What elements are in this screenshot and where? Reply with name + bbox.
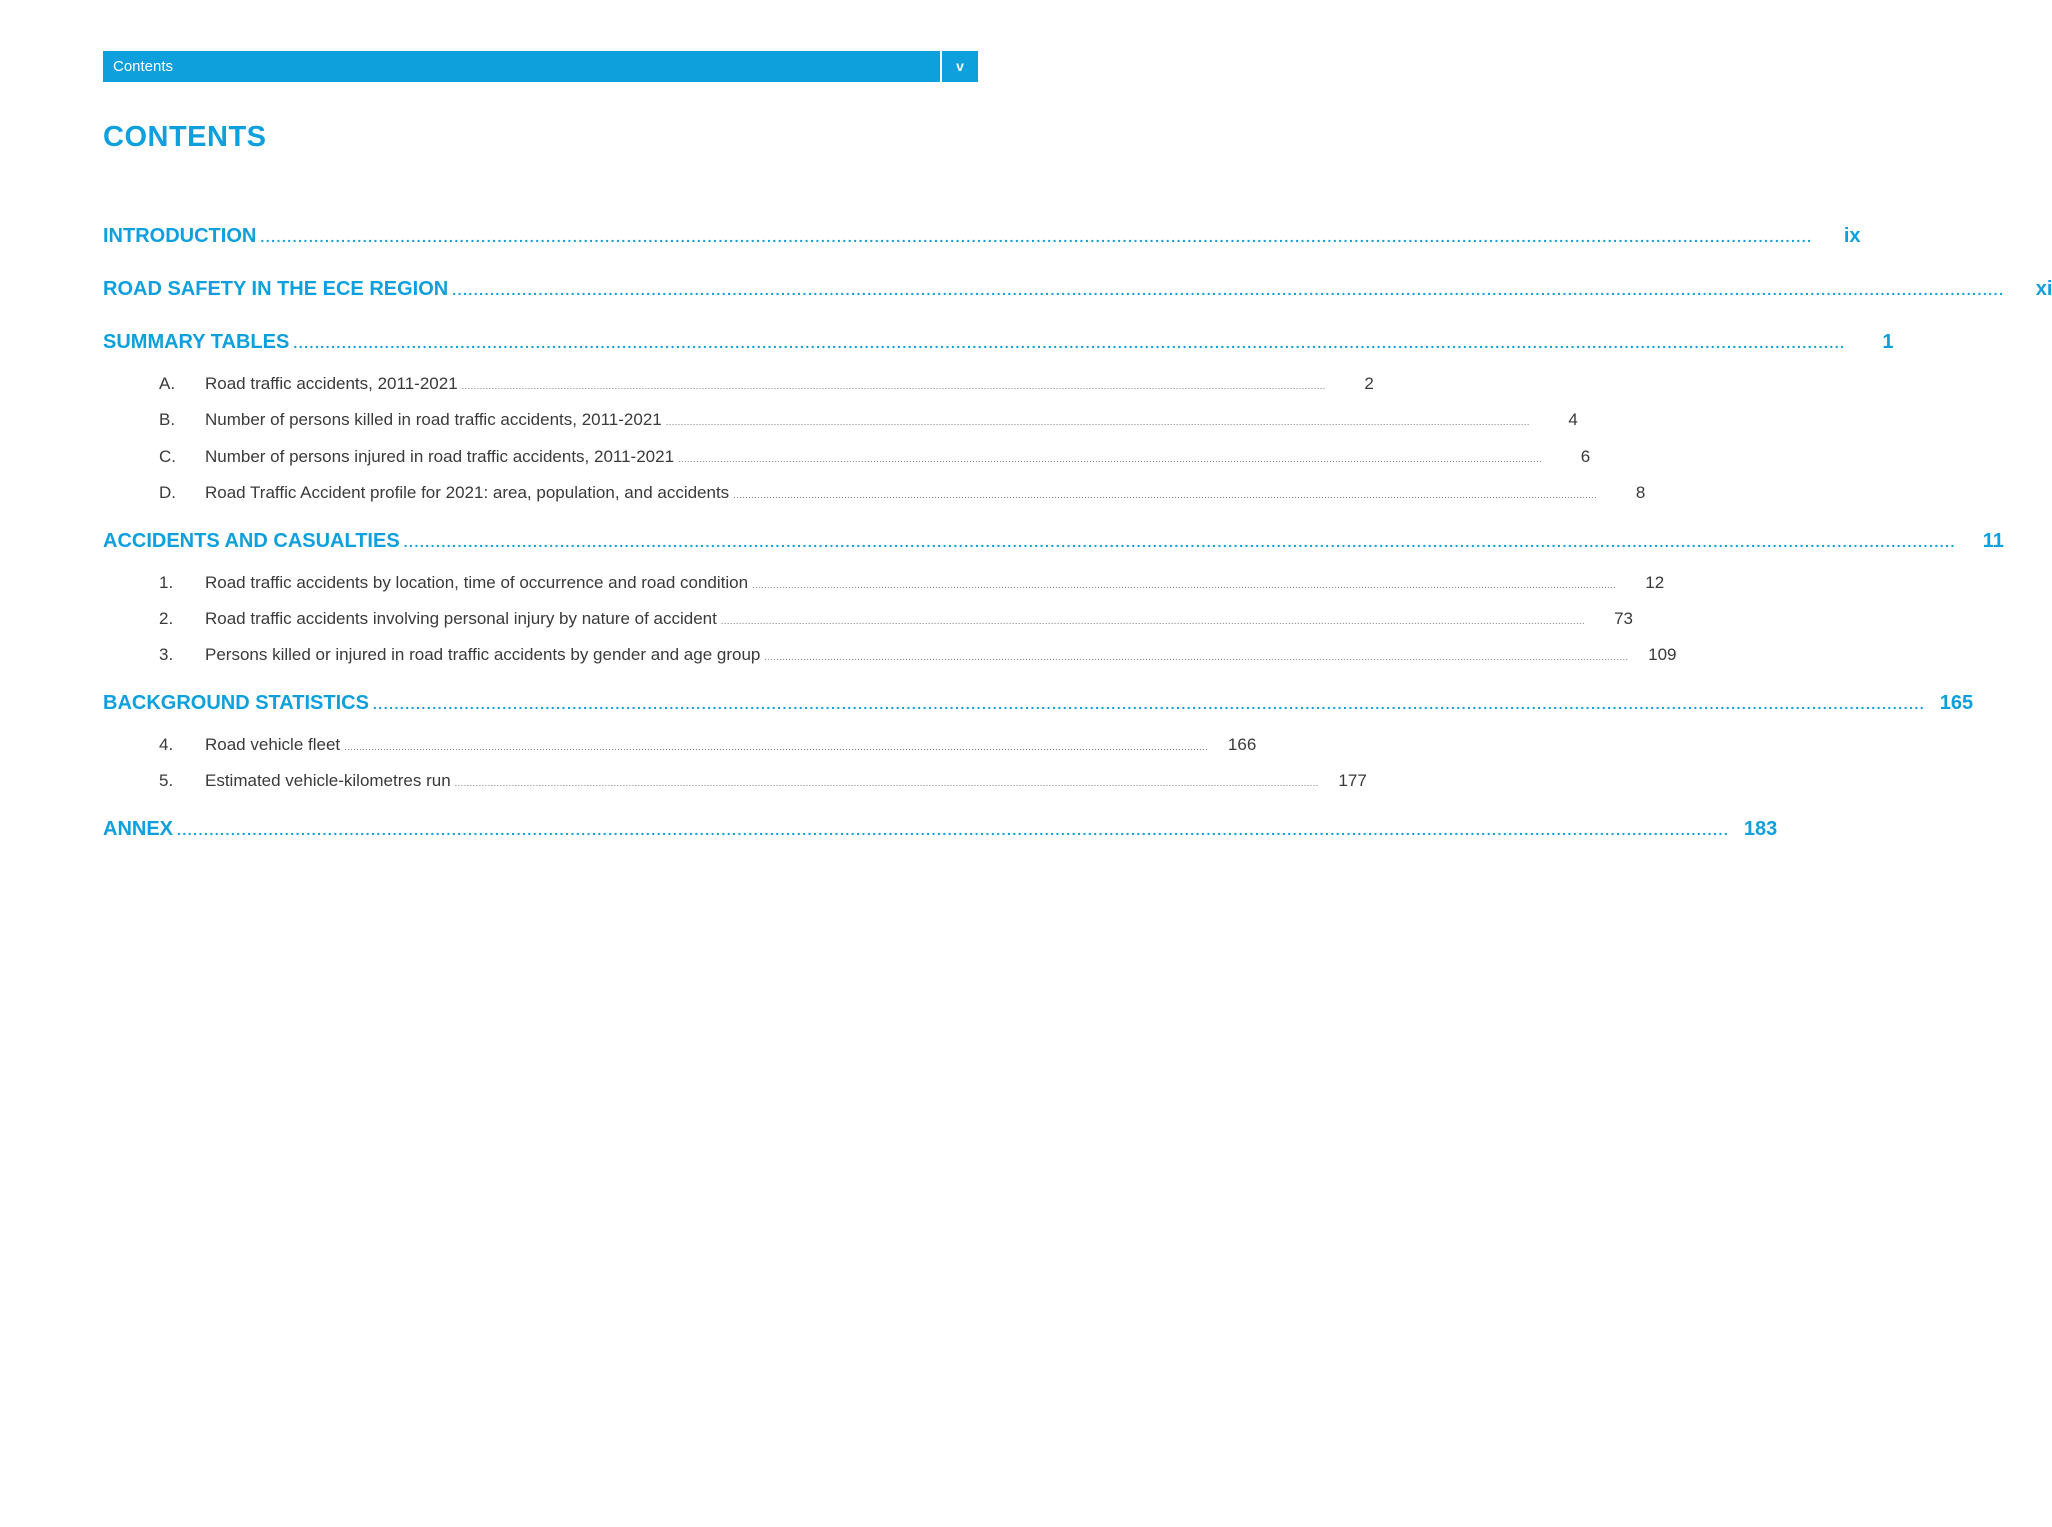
toc-subentry-marker: 5. — [159, 771, 174, 790]
toc-leader-dots: ................................................................................................................................................................................................................................................................................................ — [764, 652, 1629, 662]
toc-leader-dots: ................................................................................................................................................................................................................................................................................................ — [372, 696, 1926, 712]
toc-subentry-marker: D. — [159, 483, 176, 502]
toc-subentry-page: 73 — [1614, 609, 1633, 628]
page-title: CONTENTS — [103, 121, 267, 153]
toc-subentry-label: Persons killed or injured in road traffic accidents by gender and age group — [205, 645, 761, 664]
toc-subentry-c[interactable] — [103, 447, 1591, 467]
toc-subentry-label: Number of persons injured in road traffic accidents, 2011-2021 — [205, 447, 675, 466]
toc-subentry-a[interactable] — [103, 374, 1374, 394]
toc-entry-page: xi — [2035, 278, 2052, 300]
toc-entry-page: 1 — [1882, 331, 1894, 353]
toc-entry-summary-tables[interactable] — [103, 331, 1894, 354]
toc-entry-label: ROAD SAFETY IN THE ECE REGION — [103, 278, 449, 300]
toc-entry-annex[interactable] — [103, 818, 1778, 841]
toc-leader-dots: ................................................................................................................................................................................................................................................................................................ — [260, 229, 1813, 245]
toc-entry-page: 165 — [1939, 692, 1974, 714]
toc-subentry-page: 109 — [1648, 645, 1677, 664]
toc-subentry-4[interactable] — [103, 735, 1257, 755]
toc-entry-label: INTRODUCTION — [103, 225, 257, 247]
toc-subentry-page: 12 — [1645, 573, 1665, 592]
toc-subentry-page: 4 — [1568, 410, 1578, 429]
toc-entry-accidents-and-casualties[interactable] — [103, 530, 2004, 553]
toc-leader-dots: ................................................................................................................................................................................................................................................................................................ — [665, 417, 1530, 427]
toc-leader-dots: ................................................................................................................................................................................................................................................................................................ — [720, 616, 1585, 626]
toc-entry-page: ix — [1843, 225, 1861, 247]
toc-subentry-label: Number of persons killed in road traffic accidents, 2011-2021 — [205, 410, 662, 429]
toc-leader-dots: ................................................................................................................................................................................................................................................................................................ — [177, 822, 1730, 838]
toc-leader-dots: ................................................................................................................................................................................................................................................................................................ — [733, 490, 1598, 500]
toc-subentry-label: Road Traffic Accident profile for 2021: area, population, and accidents — [205, 483, 730, 502]
toc-subentry-page: 6 — [1580, 447, 1591, 466]
toc-entry-page: 183 — [1743, 818, 1778, 840]
toc-leader-dots: ................................................................................................................................................................................................................................................................................................ — [454, 778, 1319, 788]
toc-entry-introduction[interactable] — [103, 225, 1861, 248]
toc-entry-label: ACCIDENTS AND CASUALTIES — [103, 530, 400, 552]
toc-leader-dots: ................................................................................................................................................................................................................................................................................................ — [752, 580, 1617, 590]
toc-leader-dots: ................................................................................................................................................................................................................................................................................................ — [461, 381, 1326, 391]
toc-subentry-page: 177 — [1338, 771, 1367, 790]
toc-subentry-label: Road traffic accidents involving personal injury by nature of accident — [205, 609, 717, 628]
toc-subentry-marker: 2. — [159, 609, 174, 628]
toc-subentry-marker: 4. — [159, 735, 174, 754]
toc-subentry-marker: 3. — [159, 645, 174, 664]
toc-leader-dots: ................................................................................................................................................................................................................................................................................................ — [678, 454, 1543, 464]
toc-subentry-label: Estimated vehicle-kilometres run — [205, 771, 451, 790]
toc-entry-label: ANNEX — [103, 818, 174, 840]
running-header — [103, 51, 978, 82]
toc-subentry-1[interactable] — [103, 573, 1665, 593]
header-section-label: Contents — [113, 58, 174, 75]
toc-subentry-3[interactable] — [103, 645, 1677, 665]
toc-subentry-5[interactable] — [103, 771, 1367, 791]
toc-subentry-label: Road vehicle fleet — [205, 735, 341, 754]
toc-subentry-marker: C. — [159, 447, 176, 466]
header-page-number: v — [956, 58, 964, 74]
toc-subentry-marker: B. — [159, 410, 176, 429]
toc-leader-dots: ................................................................................................................................................................................................................................................................................................ — [293, 335, 1846, 351]
toc-subentry-b[interactable] — [103, 410, 1578, 430]
toc-subentry-d[interactable] — [103, 483, 1646, 503]
toc-entry-label: BACKGROUND STATISTICS — [103, 692, 369, 714]
toc-subentry-marker: 1. — [159, 573, 174, 592]
toc-subentry-label: Road traffic accidents by location, time of occurrence and road condition — [205, 573, 749, 592]
toc-subentry-marker: A. — [159, 374, 176, 393]
toc-leader-dots: ................................................................................................................................................................................................................................................................................................ — [344, 742, 1209, 752]
toc-entry-page: 11 — [1982, 530, 2004, 552]
toc-subentry-page: 2 — [1364, 374, 1374, 393]
toc-entry-label: SUMMARY TABLES — [103, 331, 290, 353]
toc-entry-road-safety[interactable] — [103, 278, 2052, 301]
toc-leader-dots: ................................................................................................................................................................................................................................................................................................ — [452, 282, 2005, 298]
toc-subentry-label: Road traffic accidents, 2011-2021 — [205, 374, 458, 393]
toc-subentry-2[interactable] — [103, 609, 1633, 629]
toc-leader-dots: ................................................................................................................................................................................................................................................................................................ — [403, 534, 1956, 550]
toc-subentry-page: 8 — [1635, 483, 1646, 502]
toc-entry-background-statistics[interactable] — [103, 692, 1974, 715]
toc-subentry-page: 166 — [1227, 735, 1257, 754]
